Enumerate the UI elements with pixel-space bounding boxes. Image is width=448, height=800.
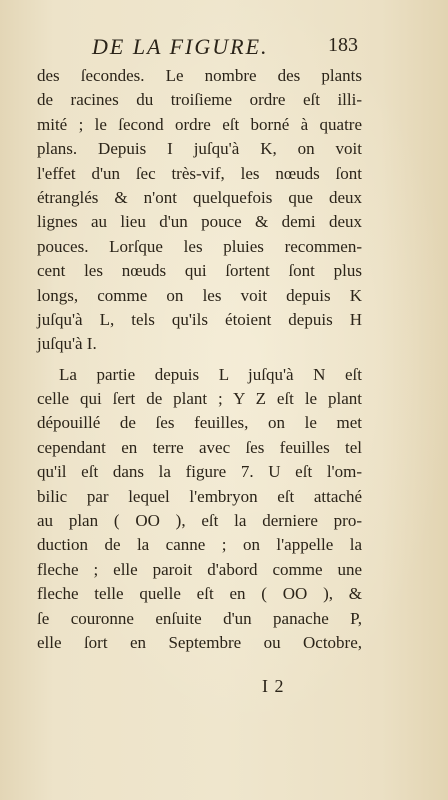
text-line: l'effet d'un ſec très-vif, les nœuds ſont bbox=[37, 163, 362, 183]
text-line: au plan ( OO ), eſt la derniere pro- bbox=[37, 511, 362, 531]
running-title: DE LA FIGURE. bbox=[92, 34, 269, 59]
text-line: longs, comme on les voit depuis K bbox=[37, 285, 362, 305]
text-line: duction de la canne ; on l'appelle la bbox=[37, 535, 362, 555]
text-line: fleche ; elle paroit d'abord comme une bbox=[37, 559, 362, 579]
text-line: étranglés & n'ont quelquefois que deux bbox=[37, 187, 362, 207]
page-number: 183 bbox=[328, 34, 358, 56]
page-header bbox=[92, 34, 362, 60]
text-line: qu'il eſt dans la figure 7. U eſt l'om- bbox=[37, 462, 362, 482]
signature-mark: I 2 bbox=[262, 676, 285, 696]
text-line: de racines du troiſieme ordre eſt illi- bbox=[37, 90, 362, 110]
text-line: celle qui ſert de plant ; Y Z eſt le plant bbox=[37, 389, 362, 409]
text-line: juſqu'à I. bbox=[37, 334, 97, 354]
text-line: cependant en terre avec ſes feuilles tel bbox=[37, 437, 362, 457]
text-line: cent les nœuds qui ſortent ſont plus bbox=[37, 261, 362, 281]
text-line: plans. Depuis I juſqu'à K, on voit bbox=[37, 139, 362, 159]
text-line: des ſecondes. Le nombre des plants bbox=[37, 66, 362, 85]
text-line: juſqu'à L, tels qu'ils étoient depuis H bbox=[37, 309, 362, 329]
body-text bbox=[37, 64, 362, 655]
text-line: ſe couronne enſuite d'un panache P, bbox=[37, 608, 362, 628]
text-line: fleche telle quelle eſt en ( OO ), & bbox=[37, 584, 362, 604]
text-line: elle ſort en Septembre ou Octobre, bbox=[37, 632, 362, 652]
text-line: dépouillé de ſes feuilles, on le met bbox=[37, 413, 362, 433]
paragraph-2 bbox=[37, 363, 362, 656]
text-line: lignes au lieu d'un pouce & demi deux bbox=[37, 212, 362, 232]
text-line: pouces. Lorſque les pluies recommen- bbox=[37, 236, 362, 256]
text-line: mité ; le ſecond ordre eſt borné à quatre bbox=[37, 114, 362, 134]
text-line: bilic par lequel l'embryon eſt attaché bbox=[37, 486, 362, 506]
paragraph-1 bbox=[37, 64, 362, 357]
text-line: La partie depuis L juſqu'à N eſt bbox=[59, 364, 362, 384]
